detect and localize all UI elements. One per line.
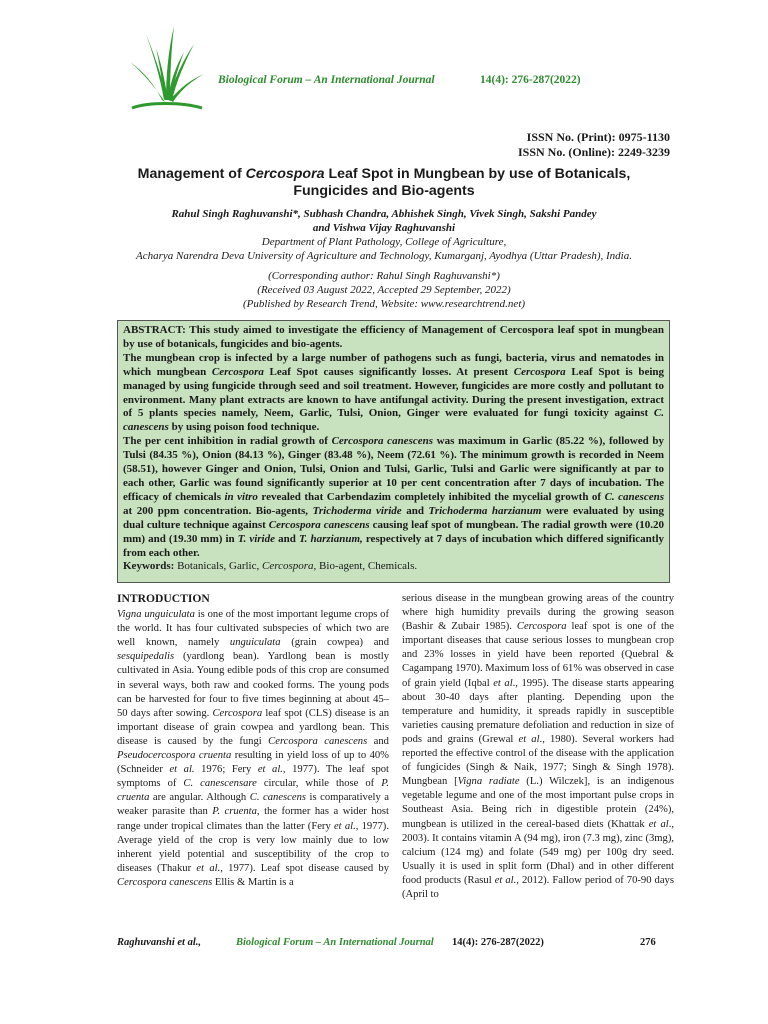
- footer-journal: Biological Forum – An International Journal: [236, 937, 434, 948]
- published-note: (Published by Research Trend, Website: www.researchtrend.net): [242, 298, 526, 310]
- page-number: 276: [640, 937, 656, 948]
- left-column: [117, 592, 389, 890]
- keywords: Keywords: Botanicals, Garlic, Cercospora, Bio-agent, Chemicals.: [123, 560, 418, 573]
- issn-online: ISSN No. (Online): 2249-3239: [517, 145, 670, 159]
- journal-volume: 14(4): 276-287(2022): [480, 74, 581, 86]
- footer-volume: 14(4): 276-287(2022): [452, 937, 544, 948]
- journal-logo: [124, 22, 208, 118]
- footer-author: Raghuvanshi et al.,: [117, 937, 202, 948]
- abstract-paragraph: The per cent inhibition in radial growth of Cercospora canescens was maximum in Garlic (85.22 %), followed by Tulsi (84.35 %), Onion (84.13 %), Ginger (83.48 %), Neem (72.61 %). The minimum growth is recorded in Neem (58.51), however Ginger and Onion, Tulsi, Onion and Tulsi, Garlic, Tulsi and Garlic were significantly at par to each other, Garlic was found significantly superior at 10 per cent concentration after 7 days of incubation. The efficacy of chemicals in vitro revealed that Carbendazim completely inhibited the mycelial growth of C. canescens at 200 ppm concentration. Bio-agents, Trichoderma viride and Trichoderma harzianum were evaluated by using dual culture technique against Cercospora canescens causing leaf spot of mungbean. The radial growth were (10.20 mm) and (19.30 mm) in T. viride and T. harzianum, respectively at 7 days of incubation which differed significantly from each other.: [123, 435, 664, 559]
- body-paragraph: serious disease in the mungbean growing areas of the country where high humidity prevails during the growing season (Bashir & Zubair 1985). Cercospora leaf spot is one of the important diseases that cause serious losses to mungbean crop and 23% losses in yield have been reported (Quebral & Cagampang 1970). Maximum loss of 61% was observed in case of grain yield (Iqbal et al., 1995). The disease starts appearing about 30-40 days after planting. Depending upon the temperature and humidity, it spreads rapidly in susceptible varieties causing premature defoliation and reduction in size of pods and grains (Grewal et al., 1980). Several workers had reported the effective control of the disease with the application of fungicides (Singh & Naik, 1977; Singh & Singh 1978). Mungbean [Vigna radiate (L.) Wilczek], is an indigenous vegetable legume and one of the most important pulse crops in Southeast Asia. Being rich in digestible protein (24%), mungbean is utilized in the cereal-based diets (Khattak et al., 2003). It contains vitamin A (94 mg), iron (7.3 mg), zinc (3mg), calcium (124 mg) and folate (549 mg) per 100g dry seed. Usually it is used in split form (Dhal) and in other different food products (Rasul et al., 2012). Fallow period of 70-90 days (April to: [402, 593, 675, 900]
- issn-print: ISSN No. (Print): 0975-1130: [526, 130, 670, 144]
- affiliation: Department of Plant Pathology, College of Agriculture, Acharya Narendra Deva University of Agriculture and Technology, Kumarganj, Ayodhya (Uttar Pradesh), India.: [136, 236, 632, 262]
- paper-title: Management of Cercospora Leaf Spot in Mungbean by use of Botanicals, Fungicides and Bio-agents: [137, 166, 631, 199]
- received-date: (Received 03 August 2022, Accepted 29 September, 2022): [257, 284, 511, 296]
- abstract-paragraph: The mungbean crop is infected by a large number of pathogens such as fungi, bacteria, virus and nematodes in which mungbean Cercospora Leaf Spot causes significantly losses. At present Cercospora Leaf Spot is being managed by using fungicide through seed and soil treatment. However, fungicides are more costly and pollutant to environment. Many plant extracts are known to have antifungal activity. During the present investigation, extract of 5 plants species namely, Neem, Garlic, Tulsi, Onion, Ginger were evaluated for fungi toxicity against C. canescens by using poison food technique.: [123, 351, 664, 434]
- author-list: Rahul Singh Raghuvanshi*, Subhash Chandra, Abhishek Singh, Vivek Singh, Sakshi Pandey and Vishwa Vijay Raghuvanshi: [171, 208, 597, 234]
- corresponding-author: (Corresponding author: Rahul Singh Raghuvanshi*): [268, 270, 500, 282]
- abstract-paragraph: ABSTRACT: This study aimed to investigate the efficiency of Management of Cercospora leaf spot in mungbean by use of botanicals, fungicides and bio-agents.: [123, 324, 664, 350]
- section-heading: INTRODUCTION: [117, 592, 210, 605]
- journal-name: Biological Forum – An International Journal: [218, 74, 435, 86]
- right-column: [402, 592, 674, 902]
- body-paragraph: Vigna unguiculata is one of the most important legume crops of the world. It has four cultivated subspecies of which two are well known, namely unguiculata (grain cowpea) and sesquipedalis (yardlong bean). Yardlong bean is mostly cultivated in Asia. Young edible pods of this crop are consumed in several ways, both raw and cooked forms. The young pods can be harvested for four to five times beginning at about 45–50 days after sowing. Cercospora leaf spot (CLS) disease is an important disease of grain cowpea and yardlong bean. This disease is caused by the fungi Cercospora canescens and Pseudocercospora cruenta resulting in yield loss of up to 40% (Schneider et al. 1976; Fery et al., 1977). The leaf spot symptoms of C. canescensare circular, while those of P. cruenta are angular. Although C. canescens is comparatively a weaker parasite than P. cruenta, the former has a wider host range under tropical climates than the latter (Fery et al., 1977). Average yield of the crop is very low mainly due to low inherent yield potential and susceptibility of the crop to diseases (Thakur et al., 1977). Leaf spot disease caused by Cercospora canescens Ellis & Martin is a: [117, 609, 390, 888]
- abstract-box: [117, 320, 670, 583]
- article-dates: [60, 269, 708, 311]
